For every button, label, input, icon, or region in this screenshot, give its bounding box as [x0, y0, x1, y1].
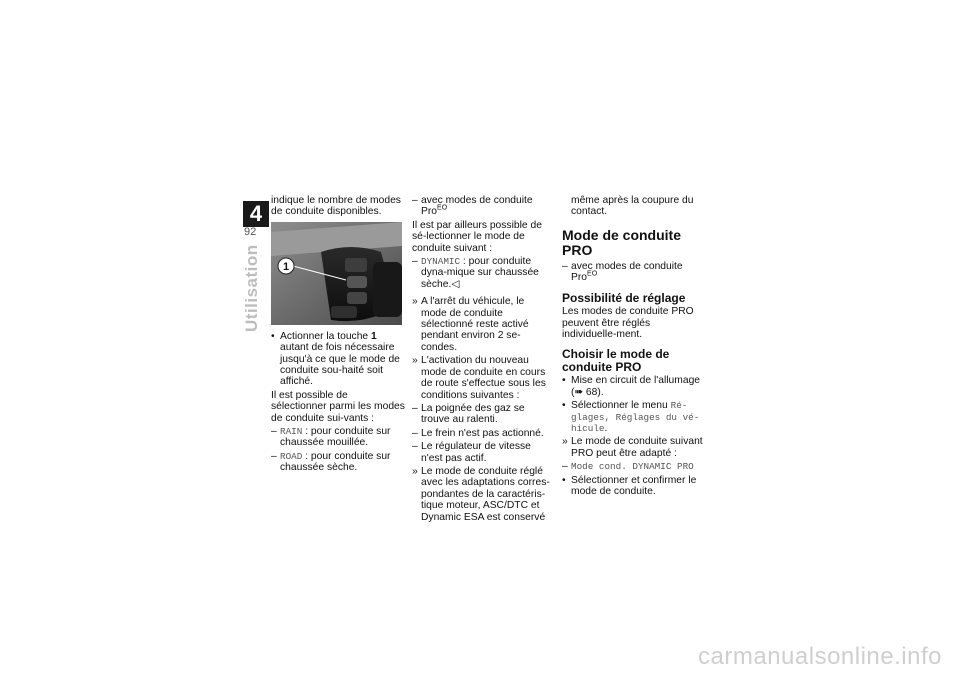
dash-item: – Le régulateur de vitesse n'est pas actif.	[412, 441, 531, 464]
dash-item-option: – avec modes de conduite Pro$^{EO}$	[562, 260, 683, 284]
continued-text: même après la coupure du contact.	[571, 195, 694, 218]
dash-item: – La poignée des gaz se trouve au ralenti.	[412, 402, 525, 426]
dash-item-road: – ROAD : pour conduite sur chaussée sèche.	[271, 450, 391, 474]
watermark: carmanualsonline.info	[698, 643, 942, 670]
callout-number: 1	[282, 260, 290, 273]
paragraph: Il est possible de sélectionner parmi les modes de conduite sui-vants :	[271, 389, 405, 424]
bullet-item: • Sélectionner et confirmer le mode de conduite.	[562, 474, 697, 497]
subsection-heading: Possibilité de réglage	[562, 290, 686, 305]
result-item: » A l'arrêt du véhicule, le mode de conduite sélectionné reste activé pendant environ 2 se-condes.	[412, 296, 529, 353]
result-item: » Le mode de conduite suivant PRO peut être adapté :	[562, 436, 703, 459]
page-reference: (➠ 68).	[571, 386, 604, 398]
intro-text: indique le nombre de modes de conduite disponibles.	[271, 195, 401, 218]
chapter-title: Utilisation	[242, 244, 261, 332]
result-item: » L'activation du nouveau mode de conduite en cours de route s'effectue sous les conditions suivantes :	[412, 355, 546, 401]
dash-item-rain: – RAIN : pour conduite sur chaussée mouillée.	[271, 426, 391, 449]
section-heading: Mode de conduite PRO	[562, 226, 681, 258]
paragraph: Les modes de conduite PRO peuvent être réglés individuelle-ment.	[562, 306, 694, 340]
bullet-item: • Actionner la touche 1 autant de fois nécessaire jusqu'à ce que le mode de conduite sou-haité soit affiché.	[271, 330, 400, 388]
bullet-item: • Sélectionner le menu Ré-glages, Réglages du vé-hicule.	[562, 400, 700, 434]
dash-item-option: – avec modes de conduite Pro$^{EO}$	[412, 195, 533, 218]
dash-item: – Le frein n'est pas actionné.	[412, 427, 544, 439]
column-2	[412, 195, 552, 525]
bullet-item: • Mise en circuit de l'allumage (➠ 68).	[562, 375, 701, 398]
column-1	[271, 195, 406, 476]
dash-item-dynamic-pro: – Mode cond. DYNAMIC PRO	[562, 461, 694, 473]
chapter-number: 4	[243, 201, 269, 227]
handlebar-photo	[271, 222, 402, 325]
handlebar-switch-image	[271, 222, 402, 325]
page-number: 92	[244, 226, 257, 238]
result-item: » Le mode de conduite réglé avec les adaptations corres-pondantes de la caractéris-tique moteur, ASC/DTC et Dynamic ESA est conservé	[412, 465, 550, 523]
subsection-heading: Choisir le mode de conduite PRO	[562, 347, 670, 374]
dash-item-dynamic: – DYNAMIC : pour conduite dyna-mique sur chaussée sèche.◁	[412, 256, 539, 290]
paragraph: Il est par ailleurs possible de sé-lectionner le mode de conduite suivant :	[412, 219, 542, 254]
column-3	[562, 195, 707, 499]
